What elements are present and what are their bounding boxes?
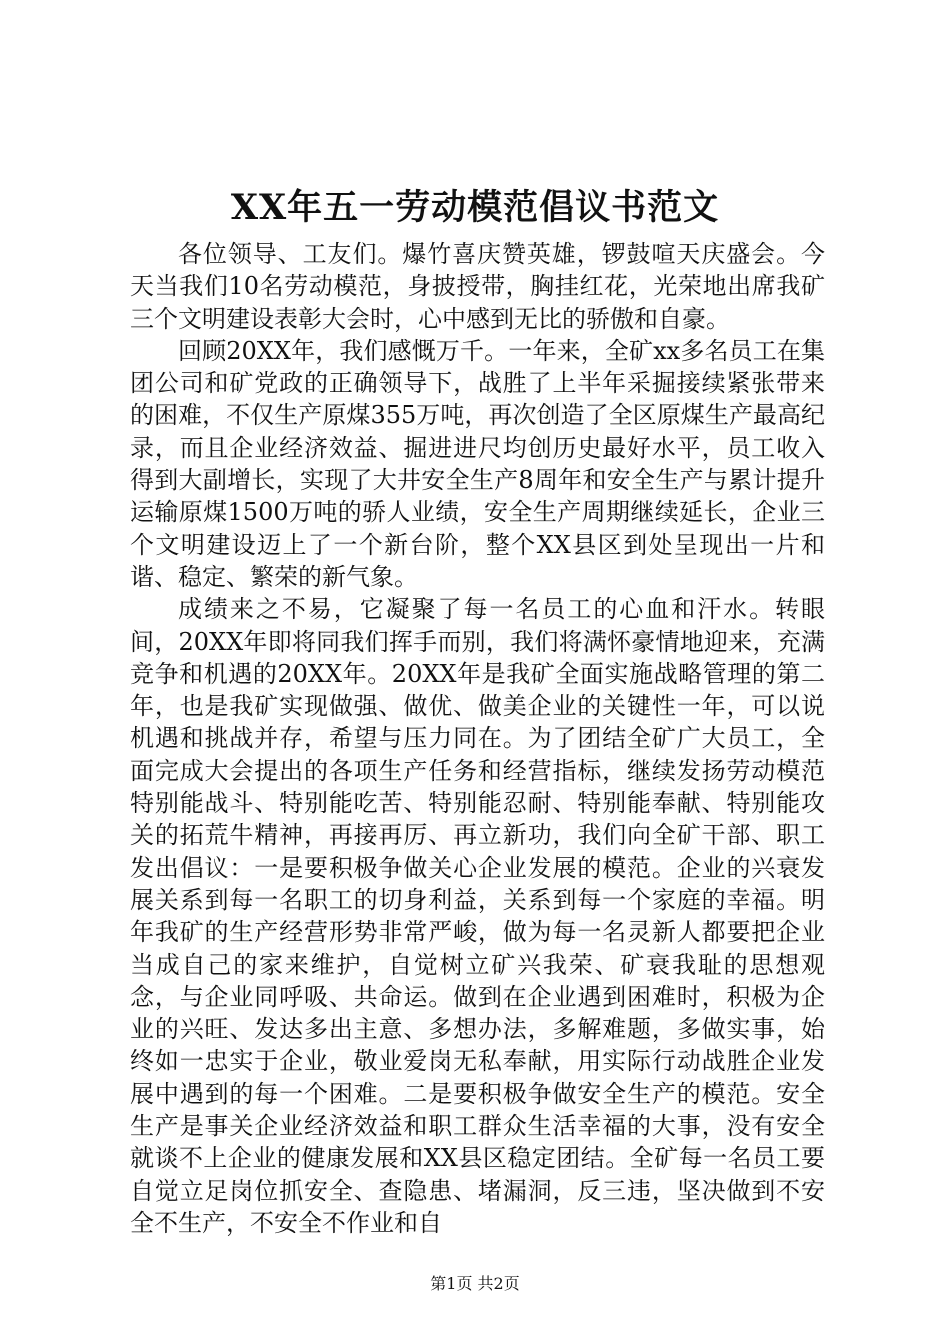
page-number-footer: 第1页 共2页: [430, 1274, 520, 1293]
paragraph-review: 回顾20XX年，我们感慨万千。一年来，全矿xx多名员工在集团公司和矿党政的正确领导下，战胜了上半年采掘接续紧张带来的困难，不仅生产原煤355万吨，再次创造了全区原煤生产最高纪录，而且企业经济效益、掘进进尺均创历史最好水平，员工收入得到大副增长，实现了大井安全生产8周年和安全生产与累计提升运输原煤1500万吨的骄人业绩，安全生产周期继续延长，企业三个文明建设迈上了一个新台阶，整个XX县区到处呈现出一片和谐、稳定、繁荣的新气象。: [130, 336, 825, 591]
paragraph-proposal: 成绩来之不易，它凝聚了每一名员工的心血和汗水。转眼间，20XX年即将同我们挥手而别，我们将满怀豪情地迎来，充满竞争和机遇的20XX年。20XX年是我矿全面实施战略管理的第二年，也是我矿实现做强、做优、做美企业的关键性一年，可以说机遇和挑战并存，希望与压力同在。为了团结全矿广大员工，全面完成大会提出的各项生产任务和经营指标，继续发扬劳动模范特别能战斗、特别能吃苦、特别能忍耐、特别能奉献、特别能攻关的拓荒牛精神，再接再厉、再立新功，我们向全矿干部、职工发出倡议：一是要积极争做关心企业发展的模范。企业的兴衰发展关系到每一名职工的切身利益，关系到每一个家庭的幸福。明年我矿的生产经营形势非常严峻，做为每一名灵新人都要把企业当成自己的家来维护，自觉树立矿兴我荣、矿衰我耻的思想观念，与企业同呼吸、共命运。做到在企业遇到困难时，积极为企业的兴旺、发达多出主意、多想办法，多解难题，多做实事，始终如一忠实于企业，敬业爱岗无私奉献，用实际行动战胜企业发展中遇到的每一个困难。二是要积极争做安全生产的模范。安全生产是事关企业经济效益和职工群众生活幸福的大事，没有安全就谈不上企业的健康发展和XX县区稳定团结。全矿每一名员工要自觉立足岗位抓安全、查隐患、堵漏洞，反三违，坚决做到不安全不生产，不安全不作业和自: [130, 595, 825, 1237]
paragraph-greeting: 各位领导、工友们。爆竹喜庆赞英雄，锣鼓喧天庆盛会。今天当我们10名劳动模范，身披授带，胸挂红花，光荣地出席我矿三个文明建设表彰大会时，心中感到无比的骄傲和自豪。: [130, 240, 825, 333]
document-body: [130, 238, 825, 1239]
document-title: XX年五一劳动模范倡议书范文: [230, 187, 720, 228]
